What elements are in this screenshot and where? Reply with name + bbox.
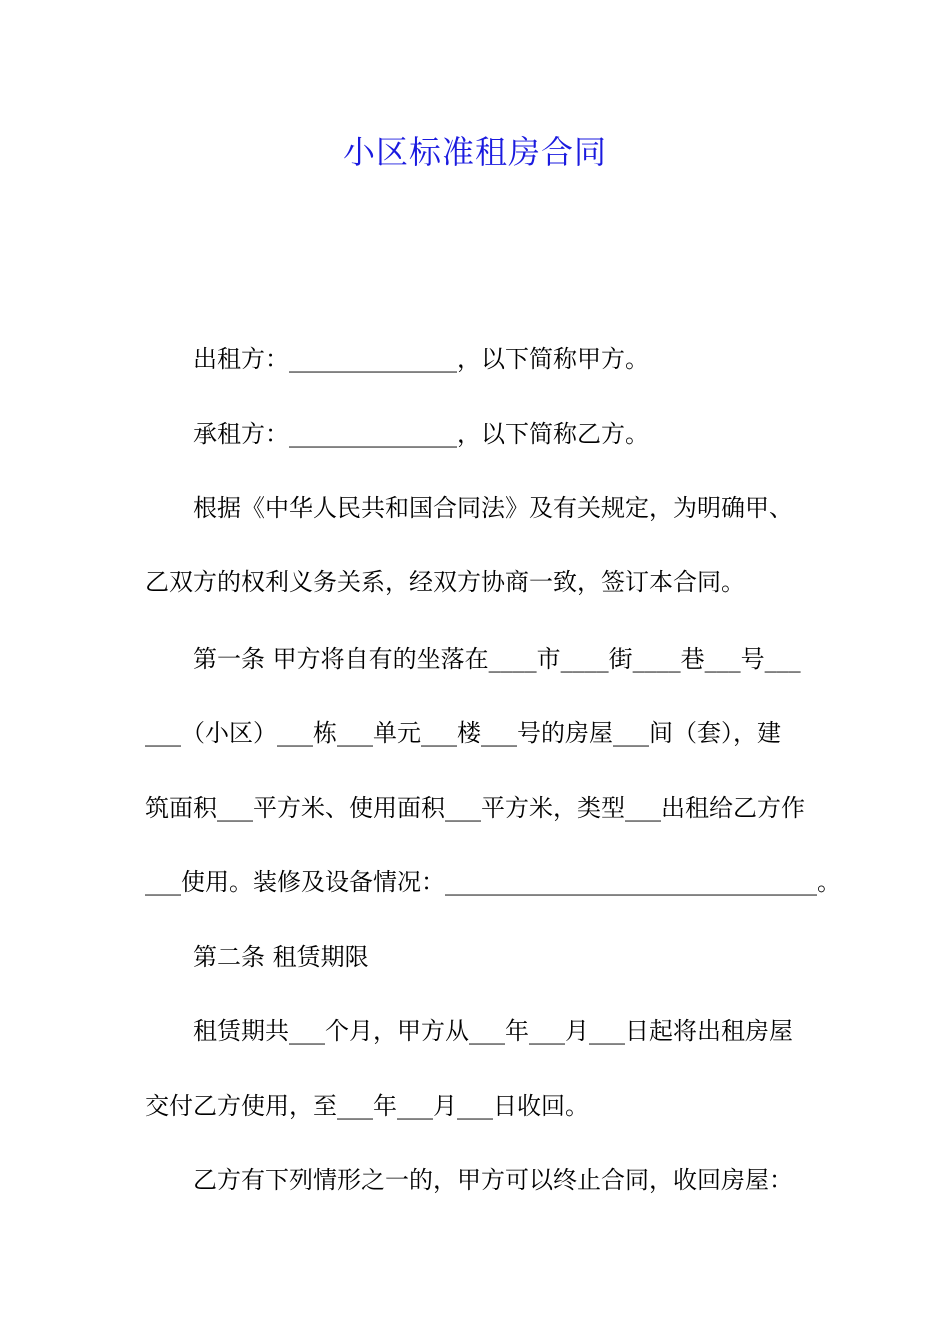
lease-term-line-2: 交付乙方使用，至___年___月___日收回。 [145,1092,589,1120]
preamble-line-2: 乙双方的权利义务关系，经双方协商一致，签订本合同。 [145,568,745,596]
landlord-line: 出租方：______________，以下简称甲方。 [193,345,649,373]
lease-term-line-1: 租赁期共___个月，甲方从___年___月___日起将出租房屋 [193,1017,793,1045]
article-1-line-2: ___（小区）___栋___单元___楼___号的房屋___间（套），建 [145,719,781,747]
tenant-line: 承租方：______________，以下简称乙方。 [193,420,649,448]
preamble-line-1: 根据《中华人民共和国合同法》及有关规定，为明确甲、 [193,494,793,522]
termination-line: 乙方有下列情形之一的，甲方可以终止合同，收回房屋： [193,1166,793,1194]
article-1-line-3: 筑面积___平方米、使用面积___平方米，类型___出租给乙方作 [145,794,805,822]
article-1-line-4: ___使用。装修及设备情况：_______________________________。 [145,868,841,896]
document-title: 小区标准租房合同 [342,133,607,171]
article-1-line-1: 第一条 甲方将自有的坐落在____市____街____巷___号___ [193,645,801,673]
article-2-heading: 第二条 租赁期限 [193,943,369,971]
